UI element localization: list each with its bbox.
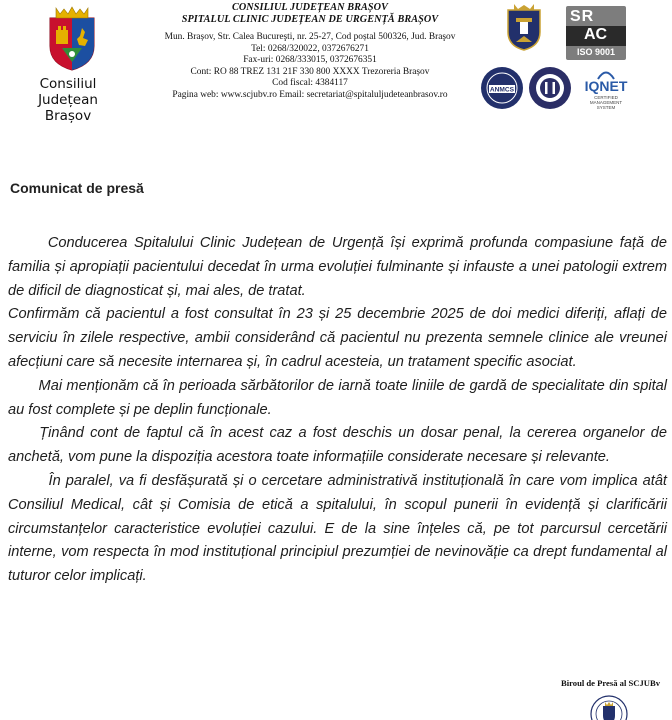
srac-iso-logo: [566, 6, 626, 60]
org-line1: CONSILIUL JUDEȚEAN BRAȘOV: [231, 2, 389, 13]
sr-text: SR: [570, 8, 595, 25]
document-title: Comunicat de presă: [10, 180, 144, 196]
university-crest-icon: [504, 4, 544, 52]
council-name: [8, 76, 128, 124]
address-line: Mun. Brașov, Str. Calea Bucureşti, nr. 25-27, Cod poștal 500326, Jud. Braşov: [164, 32, 456, 42]
iqnet-text: IQNET: [584, 78, 628, 94]
council-name-line2: Brașov: [44, 108, 92, 124]
iqnet-sub1: CERTIFIED: [594, 95, 618, 100]
council-name-line1: Consiliul Județean: [38, 76, 98, 108]
iqnet-sub3: SYSTEM: [596, 105, 616, 110]
fiscal-line: Cod fiscal: 4384117: [272, 78, 348, 89]
iqnet-sub2: MANAGEMENT: [589, 100, 623, 105]
iso-text: ISO 9001: [576, 47, 616, 57]
letterhead: [0, 0, 672, 125]
ac-text: AC: [584, 26, 608, 43]
anmcs-text: ANMCS: [489, 86, 515, 94]
press-office-signature: Biroul de Presă al SCJUBv: [561, 678, 660, 688]
hospital-info: [130, 2, 490, 102]
paragraph-4: Ținând cont de faptul că în acest caz a fost deschis un dosar penal, la cererea organelor de anchetă, vom pune la dispoziția acestora toate informațiile considerate necesare și relevante.: [8, 425, 672, 466]
press-release-body: [8, 232, 672, 589]
certification-logos: [476, 2, 672, 124]
paragraph-2: Confirmăm că pacientul a fost consultat în 23 și 25 decembrie 2025 de doi medici diferiți, aflați de serviciu în zilele respective, ambii considerând că pacientul nu prezenta semnele clinice ale vreunei afecțiuni care să necesite internarea și, în cadrul acesteia, un tratament specific asociat.: [8, 306, 672, 370]
paragraph-3: Mai menționăm că în perioada sărbătorilor de iarnă toate liniile de gardă de specialitate din spital au fost complete și pe deplin funcționale.: [8, 377, 672, 418]
tel-line: Tel: 0268/320022, 0372676271: [251, 43, 369, 54]
web-line: Pagina web: www.scjubv.ro Email: secretariat@spitaluljudeteanbrasov.ro: [172, 89, 448, 100]
org-line2: SPITALUL CLINIC JUDEȚEAN DE URGENȚĂ BRAȘOV: [181, 14, 439, 25]
iqnet-sub: [576, 95, 636, 110]
iqnet-logo: [576, 68, 636, 114]
paragraph-5: În paralel, va fi desfășurată și o cercetare administrativă instituțională în care vom implica atât Consiliul Medical, cât și Comisia de etică a spitalului, în scopul punerii în evidență și clarificării circumstanțelor caracteristice evoluției cazului. E de la sine înțeles că, pe tot parcursul cercetării interne, vom respecta în mod instituțional principiul prezumției de nevinovăție ca drept fundamental al tuturor celor implicați.: [8, 472, 672, 585]
anmcs-logo-icon: [480, 66, 524, 110]
county-coat-of-arms-icon: [44, 6, 100, 72]
hospital-stamp-icon: [585, 690, 633, 720]
account-line: Cont: RO 88 TREZ 131 21F 330 800 XXXX Trezoreria Brașov: [190, 66, 430, 77]
fax-line: Fax-uri: 0268/333015, 0372676351: [243, 55, 377, 66]
paragraph-1: Conducerea Spitalului Clinic Județean de Urgență își exprimă profunda compasiune față de familia și apropiații pacientului decedat în urma evoluției fulminante și infauste a unei patologii extrem de dificil de diagnosticat și, mai ales, de tratat.: [8, 235, 672, 299]
accreditation-seal-icon: [528, 66, 572, 110]
